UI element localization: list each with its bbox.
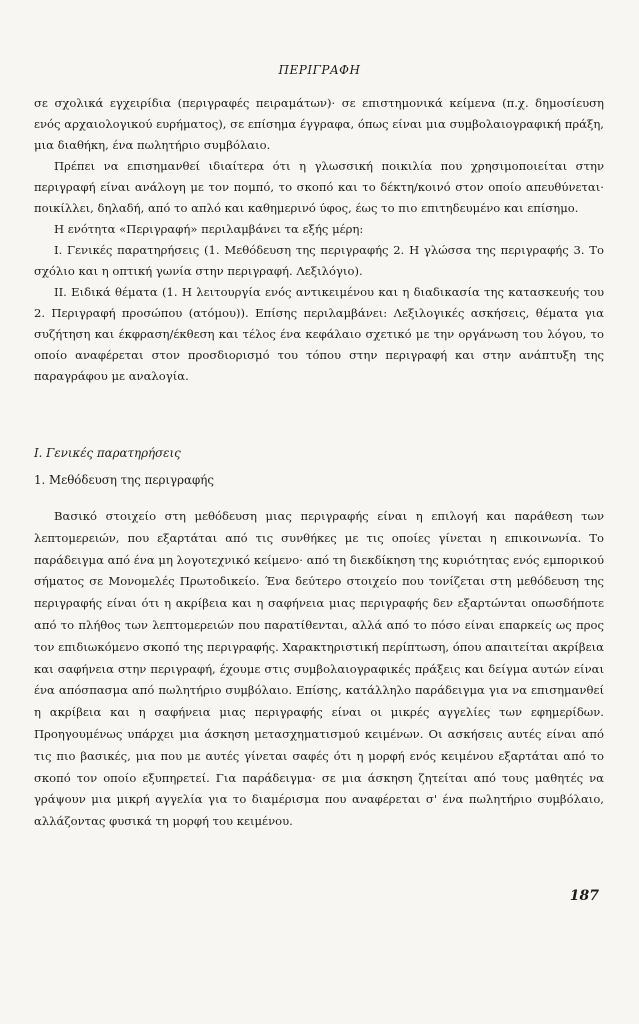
page-number: 187 [569, 888, 599, 904]
running-head: ΠΕΡΙΓΡΑΦΗ [278, 63, 361, 77]
section-text [34, 506, 604, 833]
section-heading: Ι. Γενικές παρατηρήσεις [34, 446, 181, 460]
paragraph-part-two: ΙΙ. Ειδικά θέματα (1. Η λειτουργία ενός αντικειμένου και η διαδικασία της κατασκευής του 2. Περιγραφή προσώπου (ατόμου)). Επίσης περιλαμβάνει: Λεξιλογικές ασκήσεις, θέματα για συζήτηση και έκφραση/έκθεση και τέλος ένα κεφάλαιο σχετικό με την οργάνωση του λόγου, το οποίο αναφέρεται στον προσδιορισμό του τόπου στην περιγραφή και στην ανάπτυξη της παραγράφου με αναλογία. [34, 285, 604, 383]
paragraph-unit-contents: Η ενότητα «Περιγραφή» περιλαμβάνει τα εξής μέρη: [54, 222, 364, 236]
subsection-heading: 1. Μεθόδευση της περιγραφής [34, 473, 214, 487]
paragraph-part-one: Ι. Γενικές παρατηρήσεις (1. Μεθόδευση της περιγραφής 2. Η γλώσσα της περιγραφής 3. Το σχόλιο και η οπτική γωνία στην περιγραφή. Λεξιλόγιο). [34, 243, 604, 278]
intro-text [34, 93, 604, 387]
paragraph-continuation: σε σχολικά εγχειρίδια (περιγραφές πειραμάτων)· σε επιστημονικά κείμενα (π.χ. δημοσίευση ενός αρχαιολογικού ευρήματος), σε επίσημα έγγραφα, όπως είναι μια συμβολαιογραφική πράξη, μια διαθήκη, ένα πωλητήριο συμβόλαιο. [34, 96, 604, 152]
paragraph-method: Βασικό στοιχείο στη μεθόδευση μιας περιγραφής είναι η επιλογή και παράθεση των λεπτομερειών, που εξαρτάται από τις συνθήκες με τις οποίες γίνεται η επικοινωνία. Το παράδειγμα από ένα μη λογοτεχνικό κείμενο· από τη διεκδίκηση της κυριότητας ενός εμπορικού σήματος σε Μονομελές Πρωτοδικείο. Ένα δεύτερο στοιχείο που τονίζεται στη μεθόδευση της περιγραφής είναι ότι η ακρίβεια και η σαφήνεια μιας περιγραφής δεν εξαρτώνται οπωσδήποτε από το πλήθος των λεπτομερειών που παρατίθενται, αλλά από το πόσο είναι επαρκείς ως προς τον επιδιωκόμενο σκοπό της περιγραφής. Χαρακτηριστική περίπτωση, όπου απαιτείται ακρίβεια και σαφήνεια στην περιγραφή, έχουμε στις συμβολαιογραφικές πράξεις και δείγμα αυτών είναι ένα απόσπασμα από πωλητήριο συμβόλαιο. Επίσης, κατάλληλο παράδειγμα για να επισημανθεί η ακρίβεια και η σαφήνεια μιας περιγραφής είναι οι μικρές αγγελίες των εφημερίδων. Προηγουμένως υπάρχει μια άσκηση μετασχηματισμού κειμένων. Οι ασκήσεις αυτές είναι από τις πιο βασικές, μια που με αυτές γίνεται σαφές ότι η μορφή ενός κειμένου εξαρτάται από το σκοπό τον οποίο εξυπηρετεί. Για παράδειγμα· σε μια άσκηση ζητείται από τους μαθητές να γράψουν μια μικρή αγγελία για το διαμέρισμα που αναφέρεται σ' ένα πωλητήριο συμβόλαιο, αλλάζοντας φυσικά τη μορφή του κειμένου. [34, 509, 604, 829]
paragraph-language-variety: Πρέπει να επισημανθεί ιδιαίτερα ότι η γλωσσική ποικιλία που χρησιμοποιείται στην περιγραφή είναι ανάλογη με τον πομπό, το σκοπό και το δέκτη/κοινό στον οποίο απευθύνεται· ποικίλλει, δηλαδή, από το απλό και καθημερινό ύφος, έως το πιο επιτηδευμένο και επίσημο. [34, 159, 604, 215]
